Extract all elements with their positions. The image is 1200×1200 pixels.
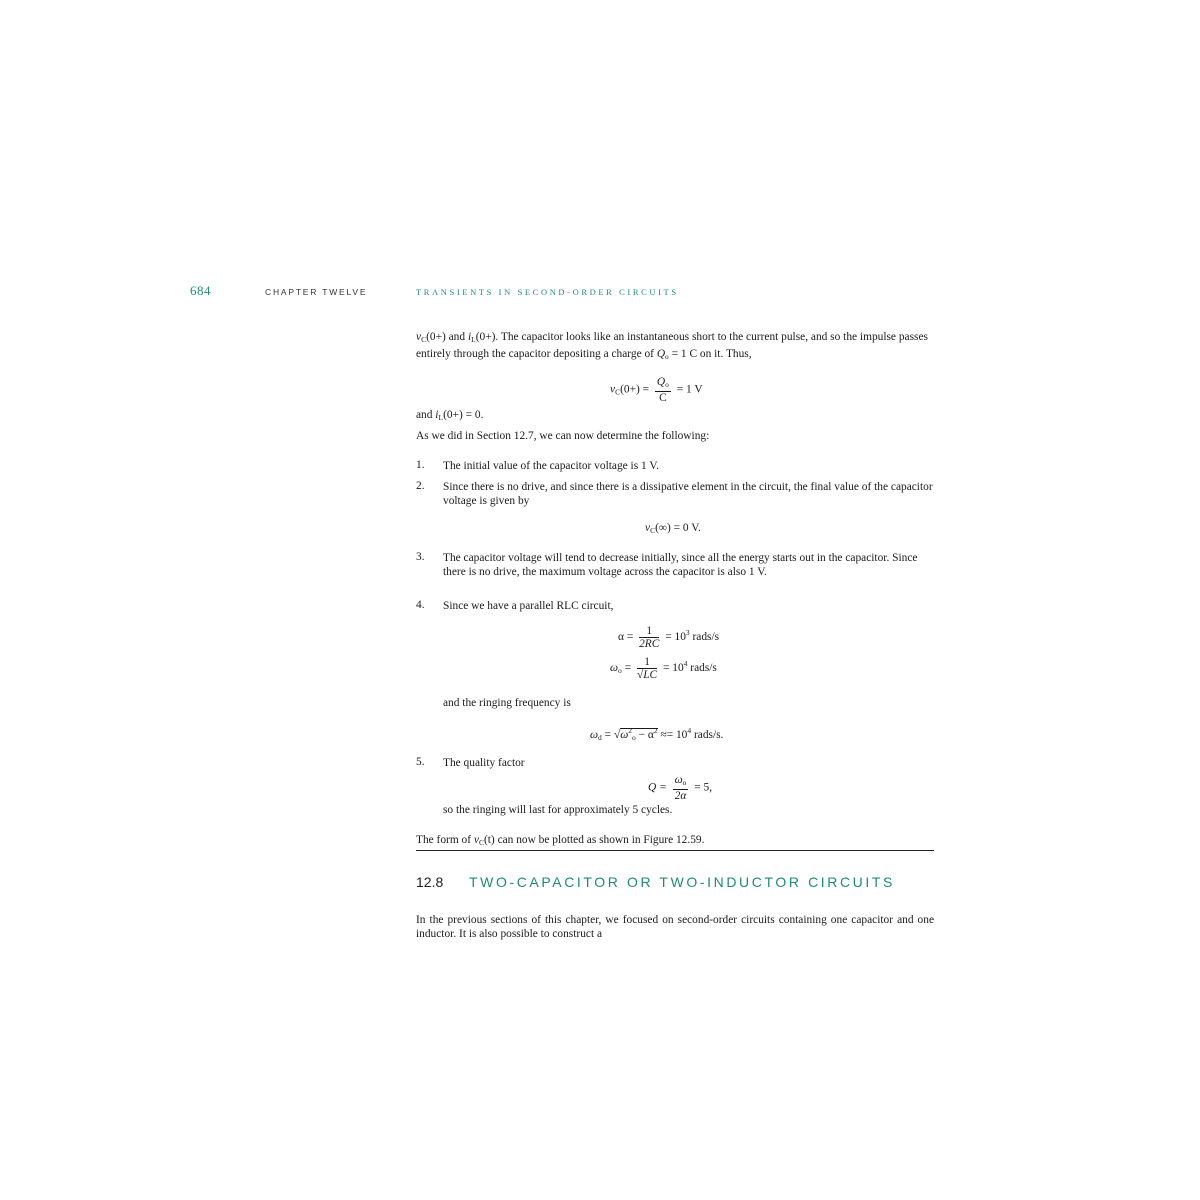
section-divider [416, 850, 934, 851]
section-reference: As we did in Section 12.7, we can now determine the following: [416, 430, 710, 442]
il-statement: and $i_L(0+) = 0$. [416, 409, 484, 422]
section-title: TWO-CAPACITOR OR TWO-INDUCTOR CIRCUITS [469, 874, 895, 890]
list-number: 1. [416, 459, 425, 471]
page-number: 684 [190, 283, 211, 298]
equation-vc0: $v_C(0+)$ = $\frac{Q_o}{C}$ = 1 V [610, 376, 703, 404]
list-item-2: Since there is no drive, and since there is a dissipative element in the circuit, the final value of the capacitor voltage is given by [443, 481, 933, 507]
list-number: 4. [416, 599, 425, 611]
list-item-5: The quality factor [443, 757, 525, 769]
equation-quality-factor: Q = $\frac{\omega_o}{2\alpha}$ = 5, [648, 774, 713, 802]
chapter-label: CHAPTER TWELVE [265, 287, 368, 297]
list-number: 2. [416, 480, 425, 492]
equation-omega-o: $\omega_o$ = $\frac{1}{√LC}$ = $10^4$ rads/s [610, 656, 717, 681]
list-number: 3. [416, 551, 425, 563]
section-body: In the previous sections of this chapter, we focused on second-order circuits containing one capacitor and one inductor. It is also possible to construct a [416, 914, 934, 940]
equation-vc-infinity: $v_C(\infty) = 0$ V. [645, 522, 701, 535]
equation-omega-d: $\omega_d = √\omega^2_o - \alpha^2 \approx= 10^4$ rads/s. [590, 726, 724, 742]
closing-paragraph: The form of $v_C(t)$ can now be plotted as shown in Figure 12.59. [416, 834, 705, 847]
list-number: 5. [416, 756, 425, 768]
running-title: TRANSIENTS IN SECOND-ORDER CIRCUITS [416, 287, 679, 297]
list-item-4: Since we have a parallel RLC circuit, [443, 600, 614, 612]
section-number: 12.8 [416, 874, 444, 890]
intro-paragraph: $v_C(0+)$ and $i_L(0+)$. The capacitor looks like an instantaneous short to the current pulse, and so the impulse passes entirely through the capacitor depositing a charge of $Q_o = 1$ C on it. Thus, [416, 331, 928, 361]
list-item-3: The capacitor voltage will tend to decrease initially, since all the energy starts out in the capacitor. Since there is no drive, the maximum voltage across the capacitor is also 1 V. [443, 552, 918, 578]
equation-alpha: α = $\frac{1}{2RC}$ = $10^3$ rads/s [618, 625, 720, 650]
ringing-frequency-text: and the ringing frequency is [443, 697, 571, 709]
list-item-1: The initial value of the capacitor voltage is 1 V. [443, 460, 659, 472]
cycles-text: so the ringing will last for approximately 5 cycles. [443, 804, 673, 816]
